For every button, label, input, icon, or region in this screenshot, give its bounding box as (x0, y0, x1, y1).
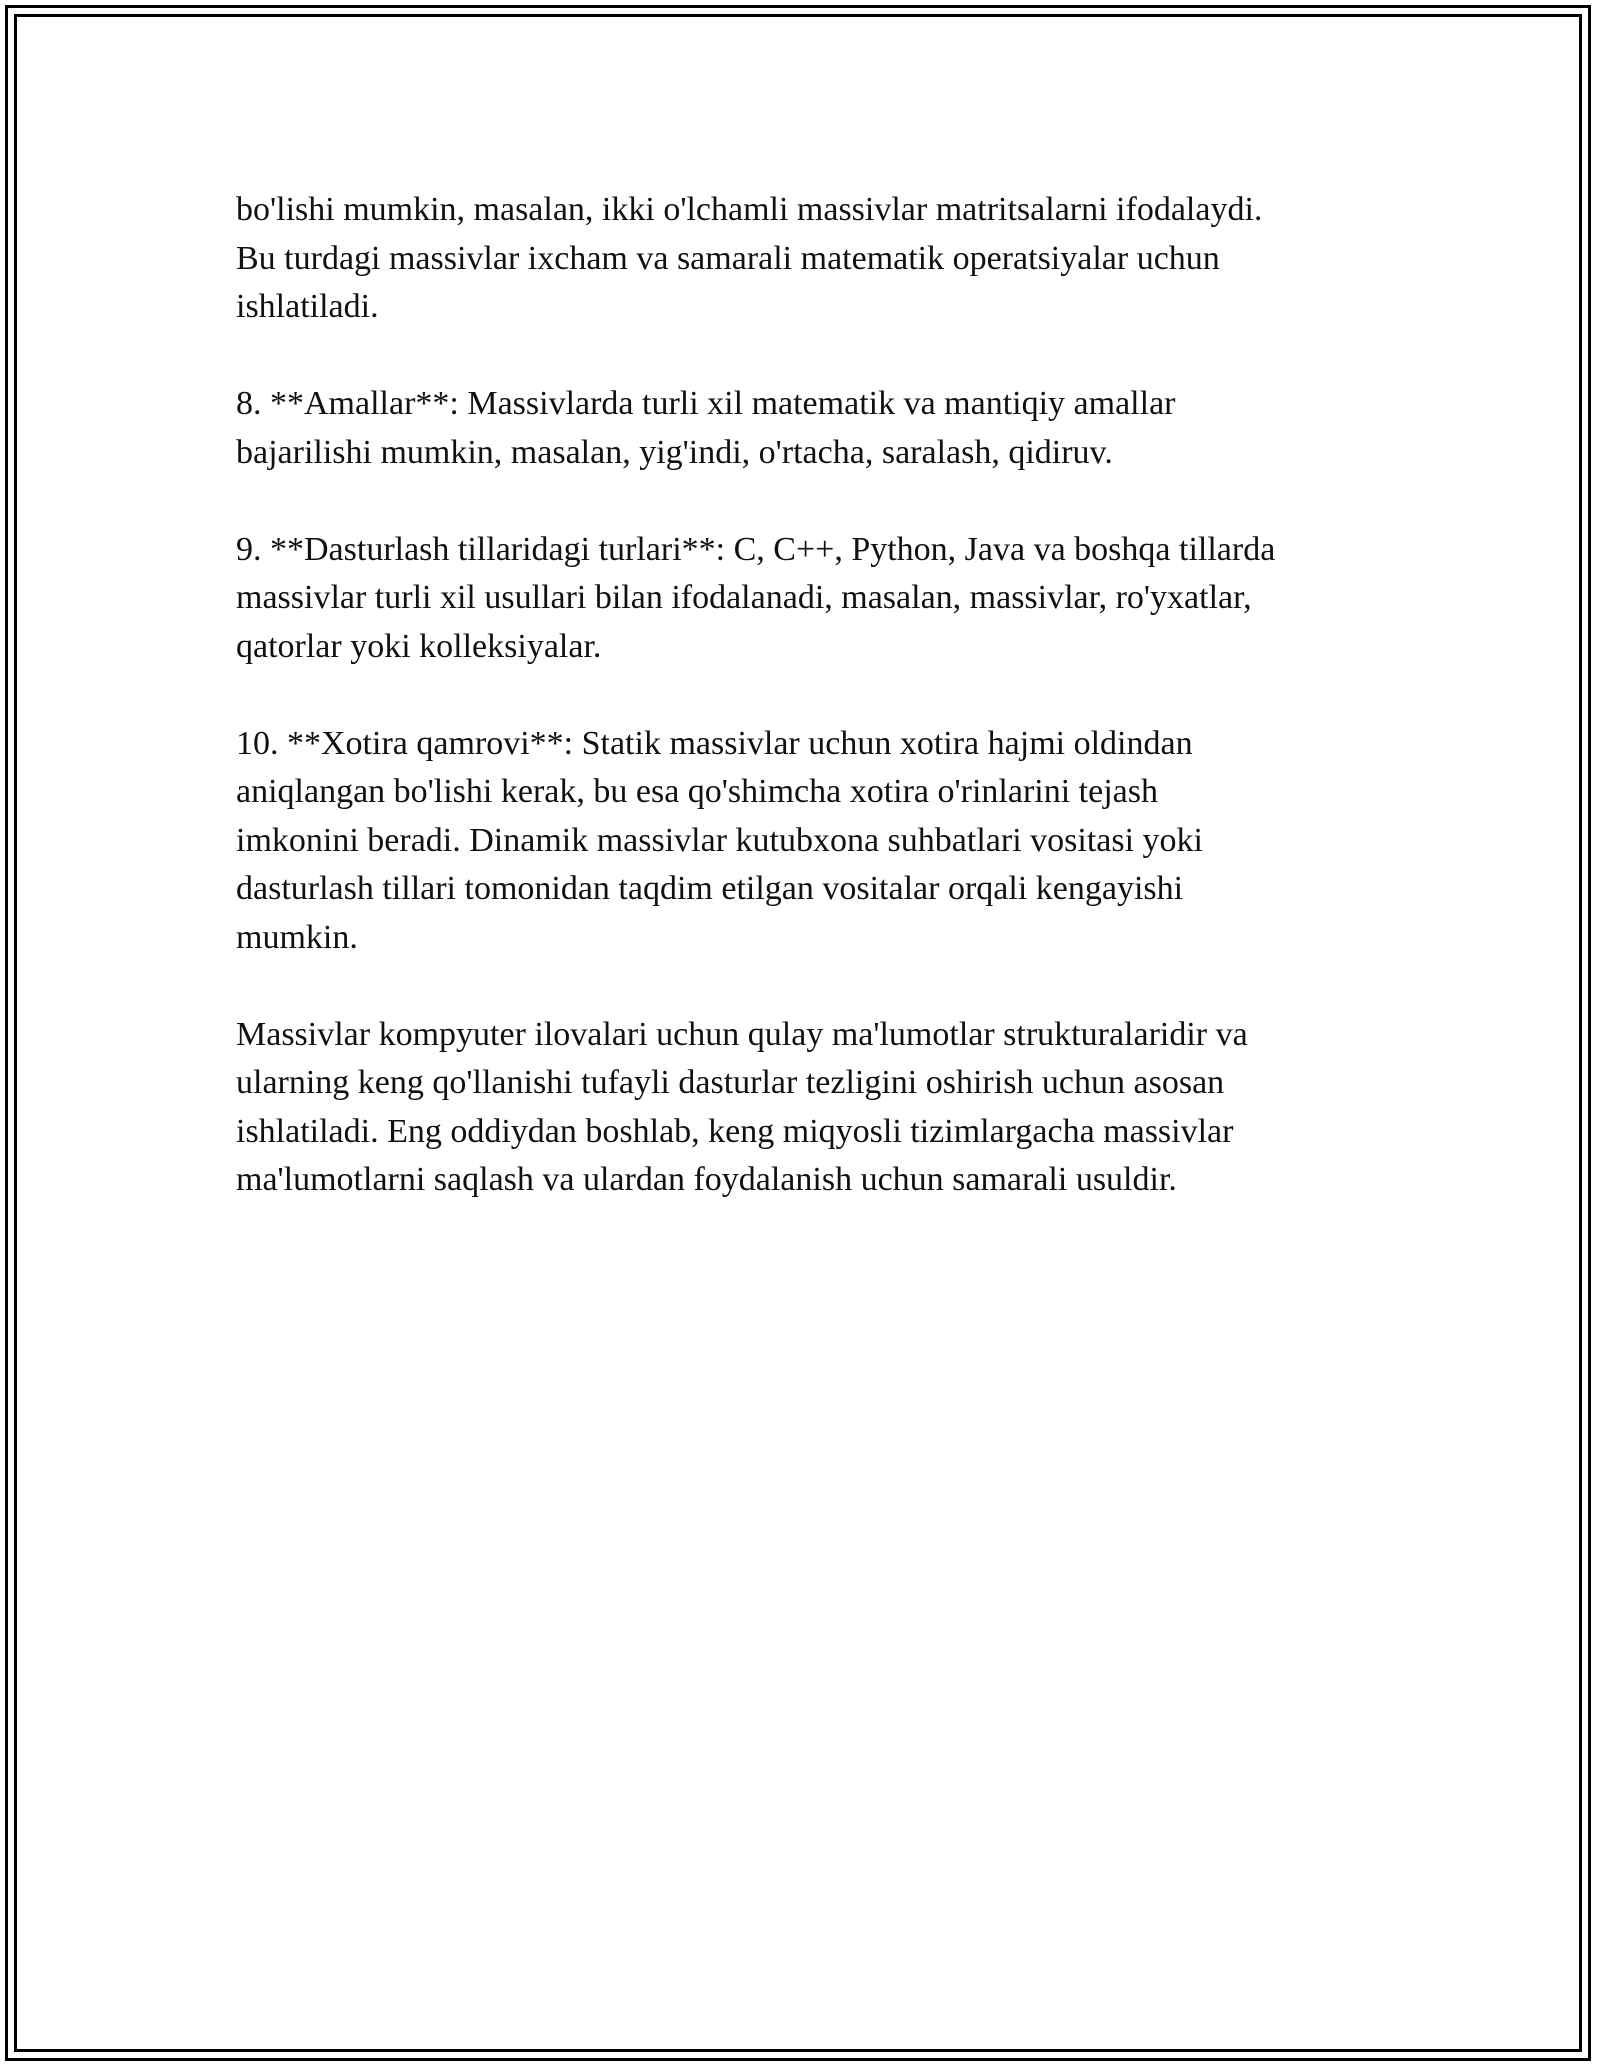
paragraph-item-9: 9. **Dasturlash tillaridagi turlari**: C, C++, Python, Java va boshqa tillarda massivlar turli xil usullari bilan ifodalanadi, masalan, massivlar, ro'yxatlar, qatorlar yoki kolleksiyalar. (236, 530, 1276, 665)
paragraph-conclusion: Massivlar kompyuter ilovalari uchun qulay ma'lumotlar strukturalaridir va ularning keng qo'llanishi tufayli dasturlar tezligini oshirish uchun asosan ishlatiladi. Eng oddiydan boshlab, keng miqyosli tizimlargacha massivlar ma'lumotlarni saqlash va ulardan foydalanish uchun samarali usuldir. (236, 1015, 1248, 1198)
paragraph-item-10: 10. **Xotira qamrovi**: Statik massivlar uchun xotira hajmi oldindan aniqlangan bo'lishi kerak, bu esa qo'shimcha xotira o'rinlarini tejash imkonini beradi. Dinamik massivlar kutubxona suhbatlari vositasi yoki dasturlash tillari tomonidan taqdim etilgan vositalar orqali kengayishi mumkin. (236, 724, 1203, 956)
paragraph-continuation: bo'lishi mumkin, masalan, ikki o'lchamli massivlar matritsalarni ifodalaydi. Bu turdagi massivlar ixcham va samarali matematik operatsiyalar uchun ishlatiladi. (236, 191, 1263, 325)
document-body (236, 186, 1396, 1253)
paragraph-item-8: 8. **Amallar**: Massivlarda turli xil matematik va mantiqiy amallar bajarilishi mumkin, masalan, yig'indi, o'rtacha, saralash, qidiruv. (236, 385, 1176, 471)
